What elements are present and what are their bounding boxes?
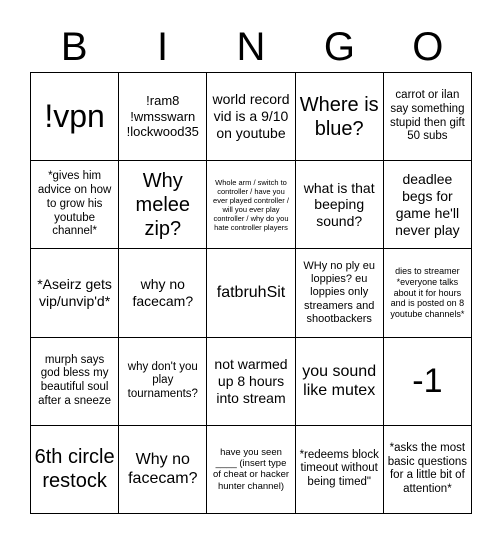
bingo-cell-text: carrot or ilan say something stupid then gift 50 subs — [389, 89, 465, 143]
bingo-cell-r1-c5[interactable] — [384, 73, 472, 161]
bingo-cell-r4-c3[interactable] — [207, 338, 295, 426]
bingo-cell-r1-c3[interactable] — [207, 73, 295, 161]
bingo-cell-text: 6th circle restock — [34, 446, 115, 493]
header-letter-o: O — [412, 25, 444, 69]
bingo-cell-r1-c2[interactable] — [119, 73, 207, 161]
bingo-cell-text: !vpn — [44, 98, 105, 135]
bingo-cell-text: Why melee zip? — [135, 169, 191, 240]
bingo-cell-r5-c1[interactable] — [31, 426, 119, 514]
bingo-cell-r2-c3[interactable] — [207, 161, 295, 249]
header-letter-g: G — [323, 25, 355, 69]
bingo-cell-r3-c2[interactable] — [119, 249, 207, 337]
bingo-cell-text: -1 — [412, 361, 443, 400]
bingo-cell-text: have you seen ____ (insert type of cheat or hacker hunter channel) — [212, 446, 290, 492]
bingo-cell-text: Whole arm / switch to controller / have you ever played controller / will you ever play controller / why do you hate controller players — [213, 177, 289, 232]
bingo-cell-text: world record vid is a 9/10 on youtube — [212, 91, 290, 141]
bingo-cell-text: Where is blue? — [299, 93, 379, 140]
header-letter-n: N — [236, 25, 266, 69]
bingo-cell-r2-c2[interactable] — [119, 161, 207, 249]
bingo-cell-text: why no facecam? — [132, 276, 194, 309]
bingo-cell-r5-c3[interactable] — [207, 426, 295, 514]
bingo-cell-text: you sound like mutex — [302, 363, 377, 400]
bingo-cell-r3-c5[interactable] — [384, 249, 472, 337]
bingo-cell-r2-c4[interactable] — [296, 161, 384, 249]
bingo-cell-r4-c5[interactable] — [384, 338, 472, 426]
bingo-cell-text: *Aseirz gets vip/unvip'd* — [37, 276, 112, 309]
bingo-cell-text: not warmed up 8 hours into stream — [214, 356, 288, 406]
bingo-cell-r3-c1[interactable] — [31, 249, 119, 337]
bingo-cell-text: fatbruhSit — [216, 284, 286, 302]
bingo-cell-r4-c2[interactable] — [119, 338, 207, 426]
bingo-cell-r1-c1[interactable] — [31, 73, 119, 161]
bingo-cell-r4-c1[interactable] — [31, 338, 119, 426]
bingo-cell-r5-c2[interactable] — [119, 426, 207, 514]
bingo-cell-text: what is that beeping sound? — [303, 179, 375, 230]
bingo-cell-text: *redeems block timeout without being timed" — [299, 448, 379, 489]
bingo-cell-text: deadlee begs for game he'll never play — [395, 171, 460, 238]
bingo-cell-text: *asks the most basic questions for a little bit of attention* — [387, 441, 468, 496]
bingo-cell-text: why don't you play tournaments? — [127, 360, 198, 401]
bingo-cell-text: murph says god bless my beautiful soul after a sneeze — [38, 353, 112, 407]
bingo-cell-r3-c4[interactable] — [296, 249, 384, 337]
bingo-cell-r5-c4[interactable] — [296, 426, 384, 514]
bingo-cell-r4-c4[interactable] — [296, 338, 384, 426]
bingo-board — [30, 72, 472, 514]
bingo-header — [30, 22, 472, 72]
bingo-cell-r1-c4[interactable] — [296, 73, 384, 161]
bingo-cell-text: Why no facecam? — [128, 451, 198, 488]
header-letter-b: B — [60, 25, 88, 69]
bingo-cell-r5-c5[interactable] — [384, 426, 472, 514]
bingo-cell-r2-c1[interactable] — [31, 161, 119, 249]
bingo-cell-text: !ram8 !wmsswarn !lockwood35 — [126, 93, 199, 140]
bingo-cell-text: dies to streamer *everyone talks about it for hours and is posted on 8 youtube channels* — [390, 266, 465, 320]
header-letter-i: I — [157, 25, 169, 69]
bingo-cell-text: WHy no ply eu loppies? eu loppies only streamers and shootbackers — [303, 260, 375, 325]
bingo-cell-r2-c5[interactable] — [384, 161, 472, 249]
bingo-cell-text: *gives him advice on how to grow his youtube channel* — [37, 170, 112, 238]
bingo-cell-r3-c3[interactable] — [207, 249, 295, 337]
